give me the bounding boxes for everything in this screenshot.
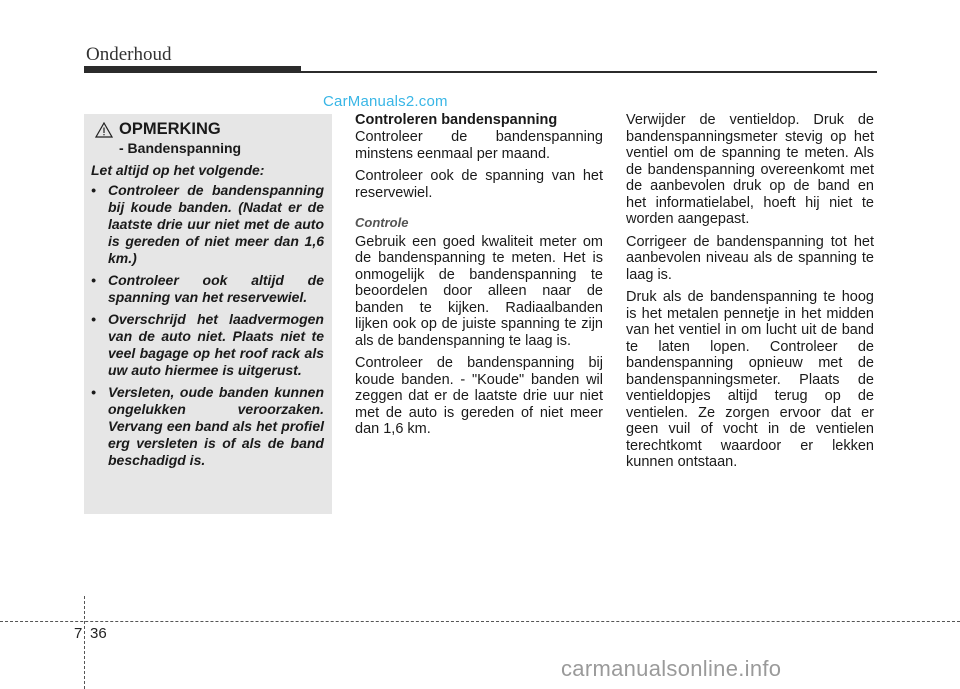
note-list: [91, 182, 324, 469]
footer-rule: [0, 621, 960, 622]
paragraph: Controleer de bandenspanning bij koude banden. - "Koude" banden wil zeggen dat er de laatste drie uur niet met de auto is gereden of niet meer dan 1,6 km.: [355, 355, 603, 437]
note-subtitle: - Bandenspanning: [119, 140, 242, 156]
header-rule: [301, 71, 877, 73]
paragraph: Druk als de bandenspanning te hoog is het metalen pennetje in het midden van het ventiel in om lucht uit de band te laten lopen. Controleer de bandenspanning opnieuw met de bandenspanningsmeter. Plaats de ventieldopjes altijd terug op de ventielen. Ze zorgen ervoor dat er geen vuil of vocht in de ventielen terechtkomt waardoor er lekken kunnen ontstaan.: [626, 289, 874, 470]
warning-triangle-icon: [95, 122, 113, 138]
column-right: [626, 112, 874, 477]
list-item: • Overschrijd het laadvermogen van de auto niet. Plaats niet te veel bagage op het roof rack als uw auto hiermee is uitgerust.: [91, 311, 324, 378]
note-header: [95, 120, 324, 139]
list-item: • Controleer de bandenspanning bij koude banden. (Nadat er de laatste drie uur niet met de auto is gereden of niet meer dan 1,6 km.): [91, 182, 324, 266]
note-lead: Let altijd op het volgende:: [91, 162, 265, 178]
note-title: OPMERKING: [119, 120, 221, 138]
paragraph: Verwijder de ventieldop. Druk de bandenspanningsmeter stevig op het ventiel om de spanning te meten. Als de bandenspanning overeenkomt met de aanbevolen druk op de band en het informatielabel, hoeft hij niet te worden aangepast.: [626, 112, 874, 227]
paragraph: Controleer de bandenspanning minstens eenmaal per maand.: [355, 129, 603, 162]
site-watermark[interactable]: carmanualsonline.info: [561, 656, 782, 681]
list-item: • Controleer ook altijd de spanning van het reservewiel.: [91, 272, 324, 305]
column-middle: [355, 112, 603, 444]
footer-divider: [84, 596, 85, 689]
paragraph: Corrigeer de bandenspanning tot het aanbevolen niveau als de spanning te laag is.: [626, 233, 874, 283]
section-title: Onderhoud: [86, 44, 172, 65]
paragraph: Controleer ook de spanning van het reservewiel.: [355, 168, 603, 201]
note-box: [84, 114, 332, 514]
list-item: • Versleten, oude banden kunnen ongelukken veroorzaken. Vervang een band als het profiel erg versleten is of als de band beschadigd is.: [91, 384, 324, 468]
carmanuals-watermark[interactable]: CarManuals2.com: [323, 93, 448, 110]
page-number: 36: [90, 625, 107, 642]
sub-heading: Controle: [355, 215, 409, 230]
chapter-number: 7: [74, 625, 83, 642]
header-bar: [84, 66, 301, 73]
section-heading: Controleren bandenspanning: [355, 112, 558, 128]
paragraph: Gebruik een goed kwaliteit meter om de bandenspanning te meten. Het is onmogelijk de bandenspanning te beoordelen door alleen naar de banden te kijken. Radiaalbanden lijken ook op de juiste spanning te zijn als de bandenspanning te laag is.: [355, 233, 603, 349]
